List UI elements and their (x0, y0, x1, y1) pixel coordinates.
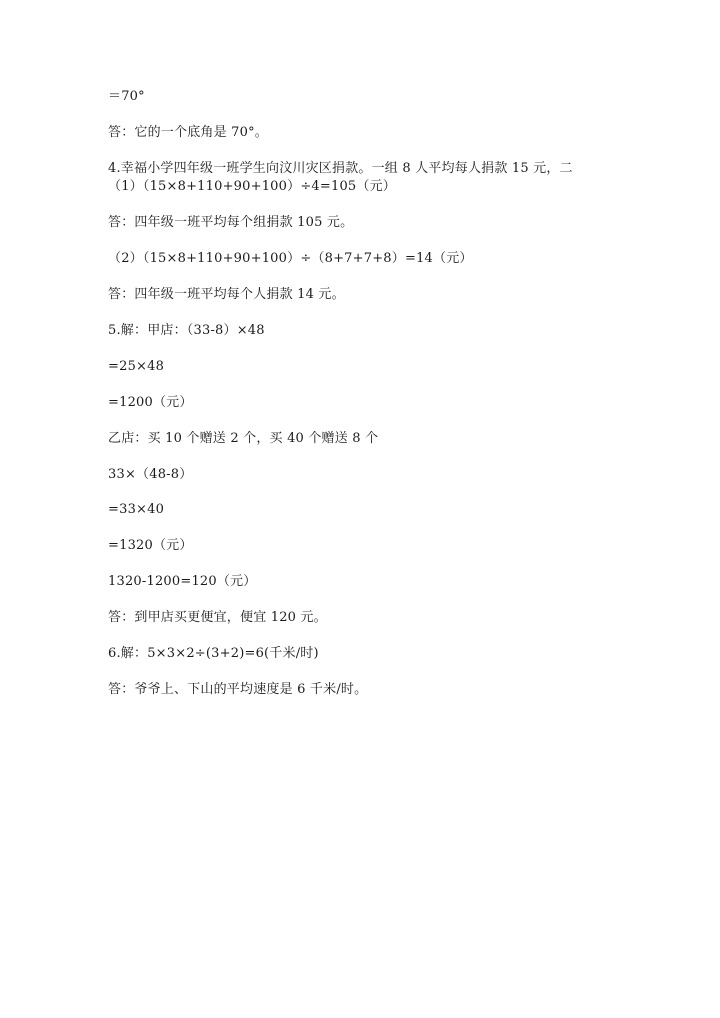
answer-line-15: 1320-1200=120（元） (108, 574, 257, 589)
answer-line-5: 答：四年级一班平均每个组捐款 105 元。 (108, 215, 354, 230)
answer-line-13: =33×40 (108, 502, 165, 517)
answer-line-7: 答：四年级一班平均每个人捐款 14 元。 (108, 287, 345, 302)
answer-line-2: 答：它的一个底角是 70°。 (108, 125, 268, 140)
question-5-solution: 5.解：甲店：（33-8）×48 (108, 323, 265, 338)
question-4-text: 4.幸福小学四年级一班学生向汶川灾区捐款。一组 8 人平均每人捐款 15 元，二 (108, 161, 573, 176)
answer-line-10: =1200（元） (108, 395, 193, 410)
answer-line-1: ＝70° (108, 89, 145, 104)
answer-line-18: 答：爷爷上、下山的平均速度是 6 千米/时。 (108, 682, 368, 697)
answer-line-9: =25×48 (108, 359, 165, 374)
answer-line-11: 乙店：买 10 个赠送 2 个，买 40 个赠送 8 个 (108, 431, 379, 446)
answer-line-12: 33×（48-8） (108, 467, 193, 482)
answer-line-14: =1320（元） (108, 538, 193, 553)
answer-line-6: （2）（15×8+110+90+100）÷（8+7+7+8）=14（元） (108, 251, 473, 266)
answer-line-4: （1）（15×8+110+90+100）÷4=105（元） (108, 179, 396, 194)
question-6-solution: 6.解：5×3×2÷(3+2)=6(千米/时) (108, 646, 319, 661)
answer-line-16: 答：到甲店买更便宜，便宜 120 元。 (108, 610, 327, 625)
